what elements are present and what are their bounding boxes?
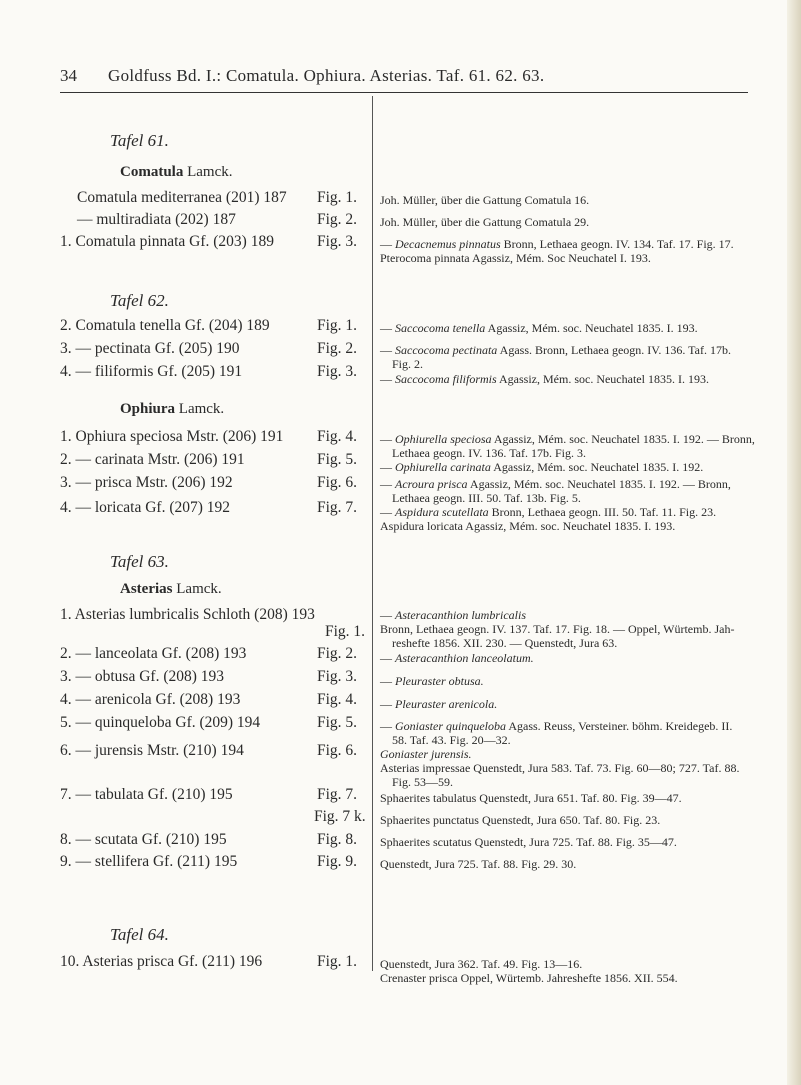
reference: Joh. Müller, über die Gattung Comatula 29. (380, 215, 590, 229)
entry-fig: Fig. 1. (317, 953, 358, 970)
reference: — Aspidura scutellata Bronn, Lethaea geogn. III. 50. Taf. 11. Fig. 23. (380, 505, 717, 519)
reference: — Asteracanthion lanceolatum. (380, 651, 534, 665)
entry-fig: Fig. 8. (317, 831, 358, 848)
entry-fig: Fig. 7 k. (314, 808, 366, 825)
entry-fig: Fig. 3. (317, 363, 358, 380)
entry-fig: Fig. 7. (317, 499, 358, 516)
entry-fig: Fig. 6. (317, 742, 358, 759)
reference: Sphaerites scutatus Quenstedt, Jura 725. Taf. 88. Fig. 35—47. (380, 835, 677, 849)
reference: — Goniaster quinqueloba Agass. Reuss, Versteiner. böhm. Kreidegeb. II. (380, 719, 733, 733)
reference: — Ophiurella carinata Agassiz, Mém. soc. Neuchatel 1835. I. 192. (380, 460, 704, 474)
entry-left: 4. — filiformis Gf. (205) 191 (60, 363, 243, 380)
entry-left: 1. Asterias lumbricalis Schloth (208) 193 (60, 606, 315, 623)
entry-left: 4. — arenicola Gf. (208) 193 (60, 691, 241, 708)
reference: 58. Taf. 43. Fig. 20—32. (392, 733, 511, 747)
plate-title: Tafel 63. (110, 552, 169, 571)
entry-fig: Fig. 3. (317, 233, 358, 250)
entry-fig: Fig. 7. (317, 786, 358, 803)
reference: — Saccocoma filiformis Agassiz, Mém. soc. Neuchatel 1835. I. 193. (380, 372, 709, 386)
reference: Crenaster prisca Oppel, Würtemb. Jahreshefte 1856. XII. 554. (380, 971, 678, 985)
entry-fig: Fig. 2. (317, 211, 358, 228)
entry-left: 7. — tabulata Gf. (210) 195 (60, 786, 233, 803)
plate-title: Tafel 61. (110, 131, 169, 150)
reference: Fig. 2. (392, 357, 424, 371)
entry-left: 8. — scutata Gf. (210) 195 (60, 831, 227, 848)
reference: — Ophiurella speciosa Agassiz, Mém. soc. Neuchatel 1835. I. 192. — Bronn, (380, 432, 755, 446)
reference: — Saccocoma tenella Agassiz, Mém. soc. Neuchatel 1835. I. 193. (380, 321, 698, 335)
entry-left: 4. — loricata Gf. (207) 192 (60, 499, 231, 516)
entry-left: 2. Comatula tenella Gf. (204) 189 (60, 317, 270, 334)
page-edge-shadow (787, 0, 801, 1085)
entry-fig: Fig. 5. (317, 451, 358, 468)
reference: reshefte 1856. XII. 230. — Quenstedt, Jura 63. (392, 636, 618, 650)
running-title: Goldfuss Bd. I.: Comatula. Ophiura. Asterias. Taf. 61. 62. 63. (108, 66, 545, 85)
entry-fig: Fig. 4. (317, 428, 358, 445)
reference: Aspidura loricata Agassiz, Mém. soc. Neuchatel 1835. I. 193. (380, 519, 676, 533)
reference: — Pleuraster obtusa. (380, 674, 484, 688)
page-number: 34 (60, 66, 77, 85)
reference: Lethaea geogn. IV. 136. Taf. 17b. Fig. 3. (392, 446, 587, 460)
reference: Quenstedt, Jura 362. Taf. 49. Fig. 13—16. (380, 957, 583, 971)
entry-left: 9. — stellifera Gf. (211) 195 (60, 853, 238, 870)
entry-left: 3. — obtusa Gf. (208) 193 (60, 668, 225, 685)
entry-left: 5. — quinqueloba Gf. (209) 194 (60, 714, 261, 731)
entry-left: 1. Ophiura speciosa Mstr. (206) 191 (60, 428, 284, 445)
entry-left: 6. — jurensis Mstr. (210) 194 (60, 742, 244, 759)
reference: — Acroura prisca Agassiz, Mém. soc. Neuchatel 1835. I. 192. — Bronn, (380, 477, 731, 491)
entry-left: 1. Comatula pinnata Gf. (203) 189 (60, 233, 274, 250)
group-heading: Ophiura Lamck. (120, 401, 225, 417)
header-rule (60, 92, 748, 93)
reference: Sphaerites tabulatus Quenstedt, Jura 651. Taf. 80. Fig. 39—47. (380, 791, 682, 805)
plate-title: Tafel 62. (110, 291, 169, 310)
entry-fig: Fig. 4. (317, 691, 358, 708)
entry-fig: Fig. 1. (317, 317, 358, 334)
entry-fig: Fig. 2. (317, 340, 358, 357)
reference: Fig. 53—59. (392, 775, 454, 789)
entry-left: 3. — prisca Mstr. (206) 192 (60, 474, 233, 491)
entry-fig: Fig. 6. (317, 474, 358, 491)
entry-fig: Fig. 3. (317, 668, 358, 685)
group-heading: Comatula Lamck. (120, 164, 233, 180)
reference: Asterias impressae Quenstedt, Jura 583. Taf. 73. Fig. 60—80; 727. Taf. 88. (380, 761, 740, 775)
entry-fig: Fig. 1. (325, 623, 366, 640)
reference: — Decacnemus pinnatus Bronn, Lethaea geogn. IV. 134. Taf. 17. Fig. 17. (380, 237, 734, 251)
reference: — Asteracanthion lumbricalis (380, 608, 526, 622)
entry-fig: Fig. 9. (317, 853, 358, 870)
entry-fig: Fig. 5. (317, 714, 358, 731)
reference: Quenstedt, Jura 725. Taf. 88. Fig. 29. 30. (380, 857, 577, 871)
reference: Bronn, Lethaea geogn. IV. 137. Taf. 17. Fig. 18. — Oppel, Würtemb. Jah- (380, 622, 735, 636)
reference: Goniaster jurensis. (380, 747, 472, 761)
reference: — Saccocoma pectinata Agass. Bronn, Lethaea geogn. IV. 136. Taf. 17b. (380, 343, 731, 357)
reference: Joh. Müller, über die Gattung Comatula 16. (380, 193, 590, 207)
group-heading: Asterias Lamck. (120, 581, 222, 597)
entry-fig: Fig. 2. (317, 645, 358, 662)
reference: Sphaerites punctatus Quenstedt, Jura 650. Taf. 80. Fig. 23. (380, 813, 661, 827)
column-divider (372, 96, 373, 971)
reference: Pterocoma pinnata Agassiz, Mém. Soc Neuchatel I. 193. (380, 251, 651, 265)
reference: Lethaea geogn. III. 50. Taf. 13b. Fig. 5. (392, 491, 581, 505)
entry-left: Comatula mediterranea (201) 187 (77, 189, 287, 206)
reference: — Pleuraster arenicola. (380, 697, 498, 711)
entry-left: 2. — carinata Mstr. (206) 191 (60, 451, 245, 468)
entry-left: 3. — pectinata Gf. (205) 190 (60, 340, 240, 357)
entry-left: 2. — lanceolata Gf. (208) 193 (60, 645, 247, 662)
entry-fig: Fig. 1. (317, 189, 358, 206)
plate-title: Tafel 64. (110, 925, 169, 944)
entry-left: — multiradiata (202) 187 (77, 211, 236, 228)
entry-left: 10. Asterias prisca Gf. (211) 196 (60, 953, 263, 970)
